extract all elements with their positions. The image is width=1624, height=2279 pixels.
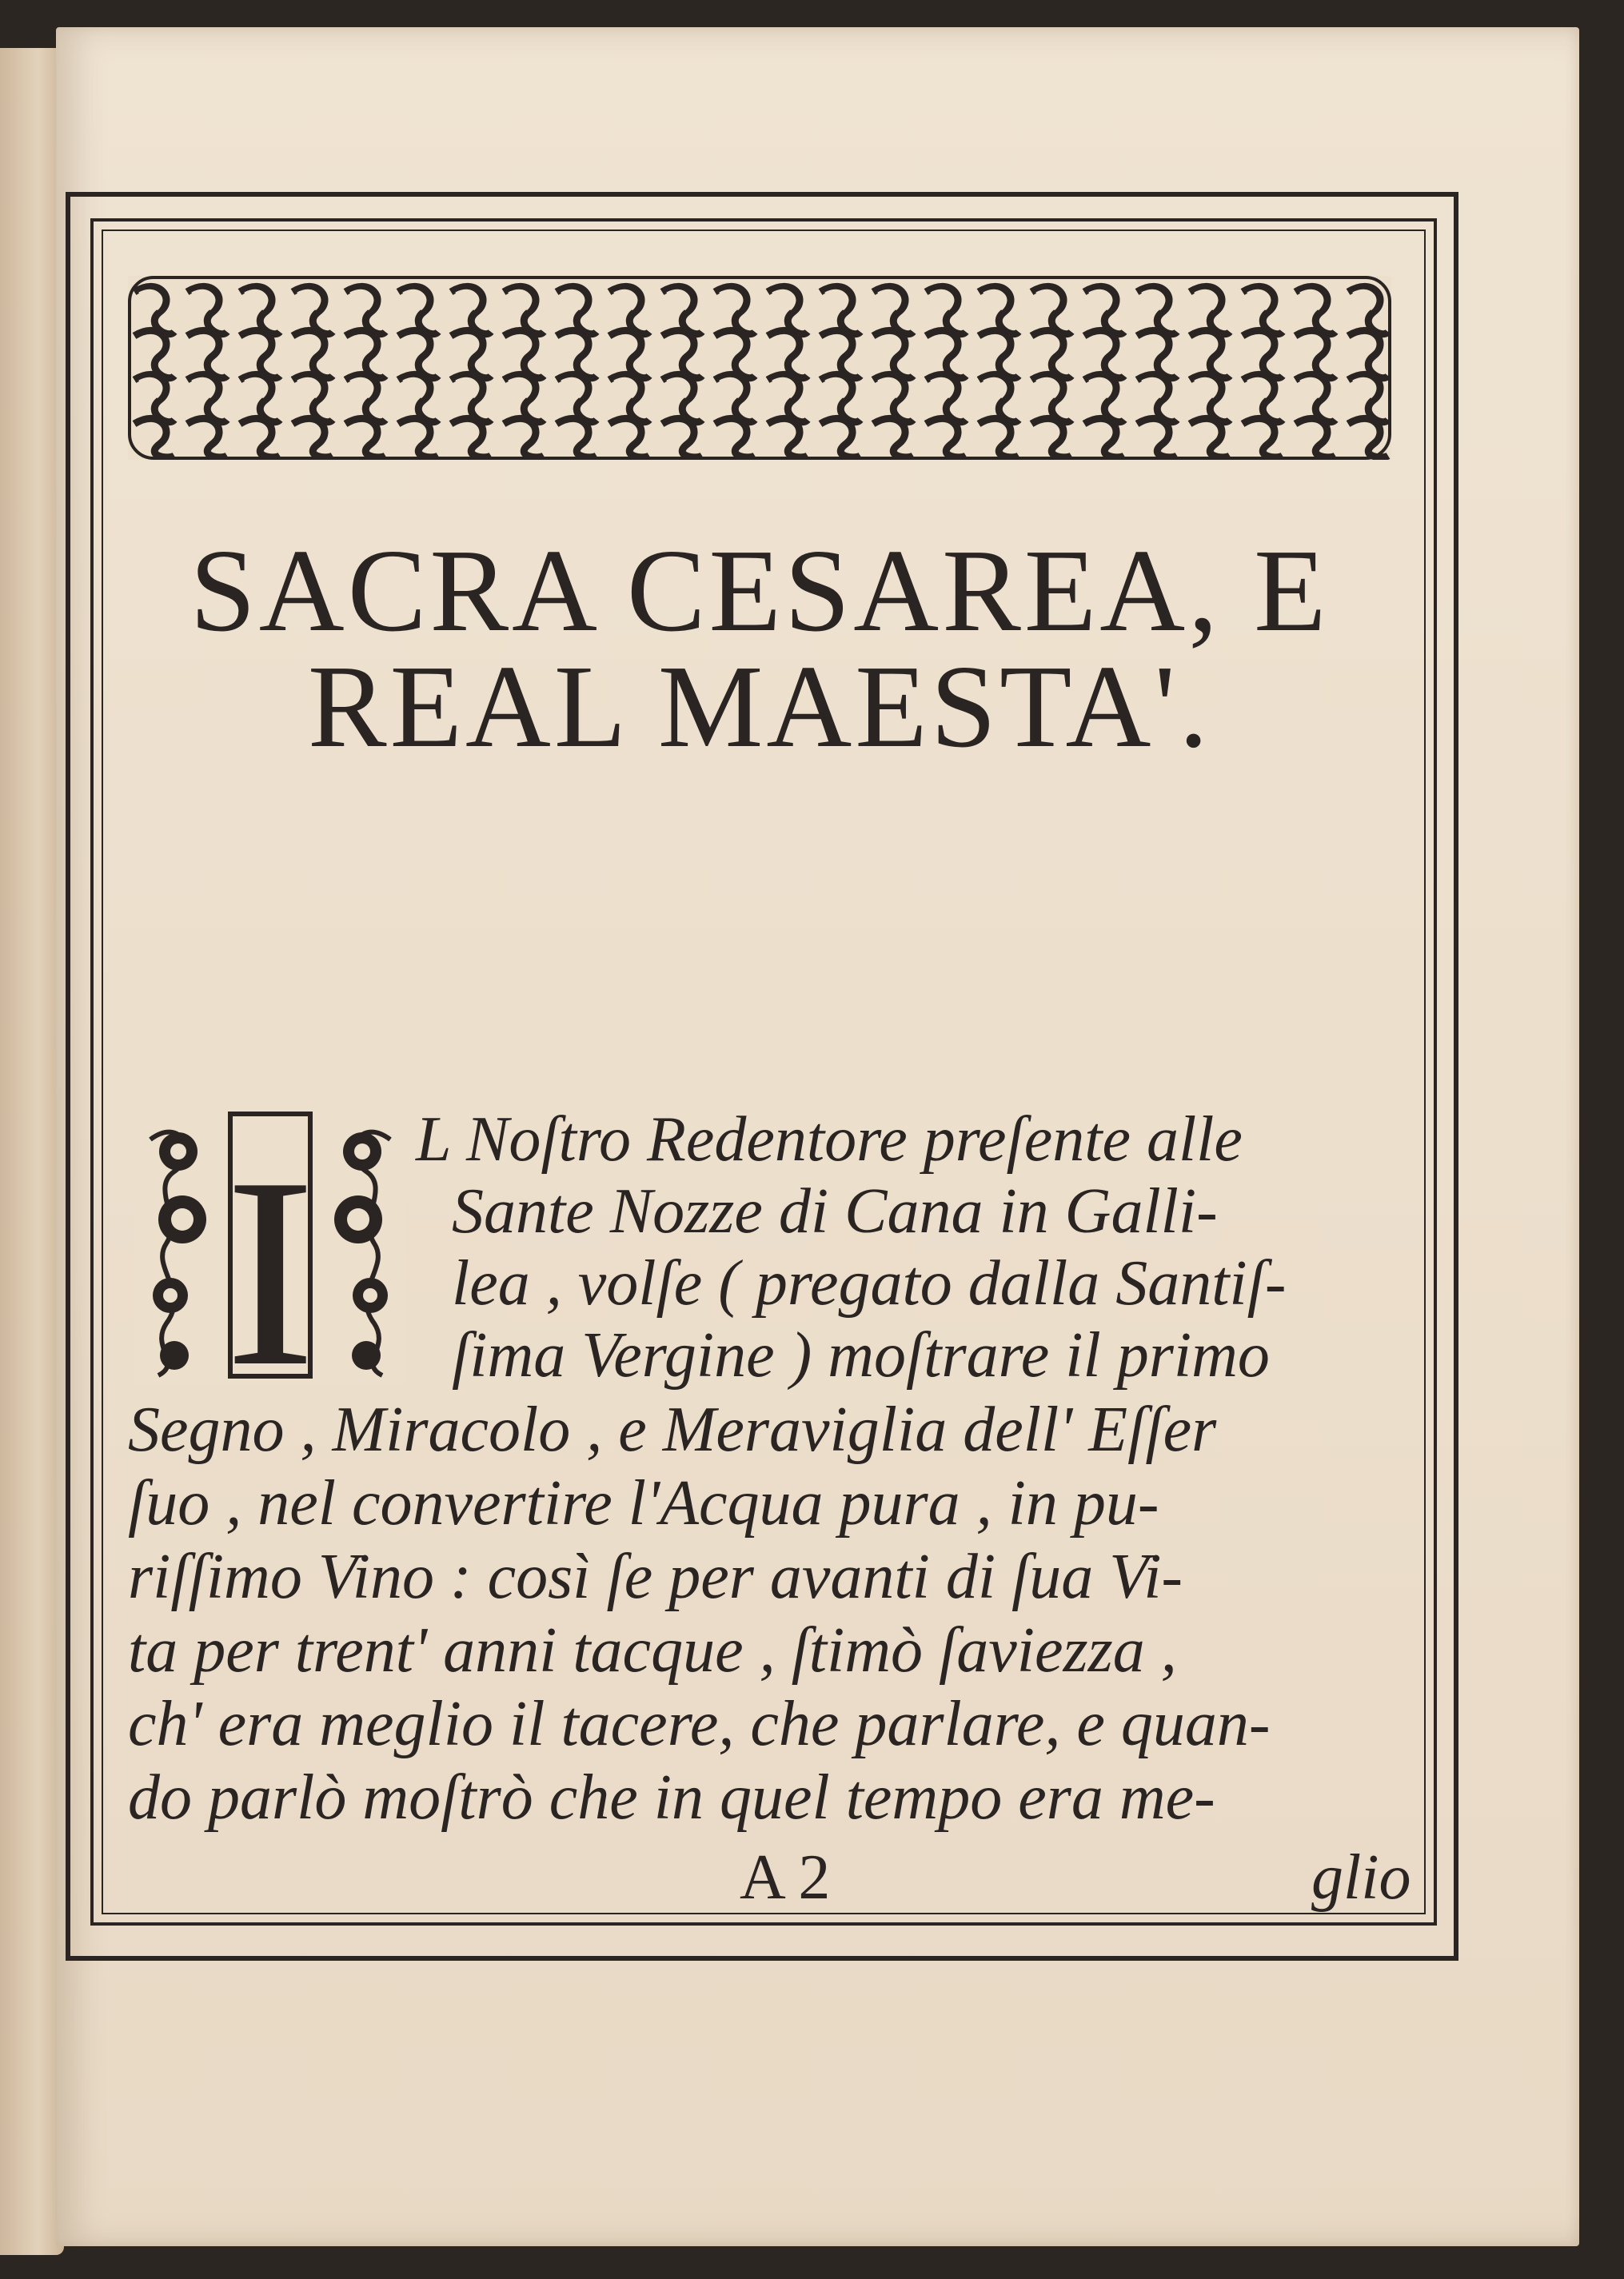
body-line-1: L Noſtro Redentore preſente alle — [416, 1104, 1243, 1175]
facing-page-edge — [0, 48, 64, 2255]
body-line-3: lea , volſe ( pregato dalla Santiſ- — [452, 1248, 1287, 1319]
body-line-9: ch' era meglio il tacere, che parlare, e quan- — [128, 1689, 1271, 1759]
title-line-2: REAL MAESTA'. — [307, 641, 1212, 772]
body-line-4: ſima Vergine ) moſtrare il primo — [452, 1320, 1270, 1391]
signature-mark: A 2 — [740, 1842, 831, 1913]
interlaced-knot-band-icon — [128, 276, 1391, 460]
catchword: glio — [1311, 1842, 1411, 1913]
body-line-6: ſuo , nel convertire l'Acqua pura , in pu- — [128, 1468, 1159, 1539]
initial-letter: I — [225, 1121, 316, 1383]
body-line-2: Sante Nozze di Cana in Galli- — [452, 1176, 1218, 1247]
body-line-5: Segno , Miracolo , e Meraviglia dell' Eſſer — [128, 1395, 1217, 1465]
floral-drop-cap-icon — [134, 1108, 406, 1383]
body-line-7: riſſimo Vino : così ſe per avanti di ſua Vi- — [128, 1542, 1183, 1612]
body-line-10: do parlò moſtrò che in quel tempo era me- — [128, 1762, 1215, 1833]
body-line-8: ta per trent' anni tacque , ſtimò ſaviezza , — [128, 1615, 1177, 1686]
title-line-1: SACRA CESAREA, E — [190, 525, 1330, 657]
